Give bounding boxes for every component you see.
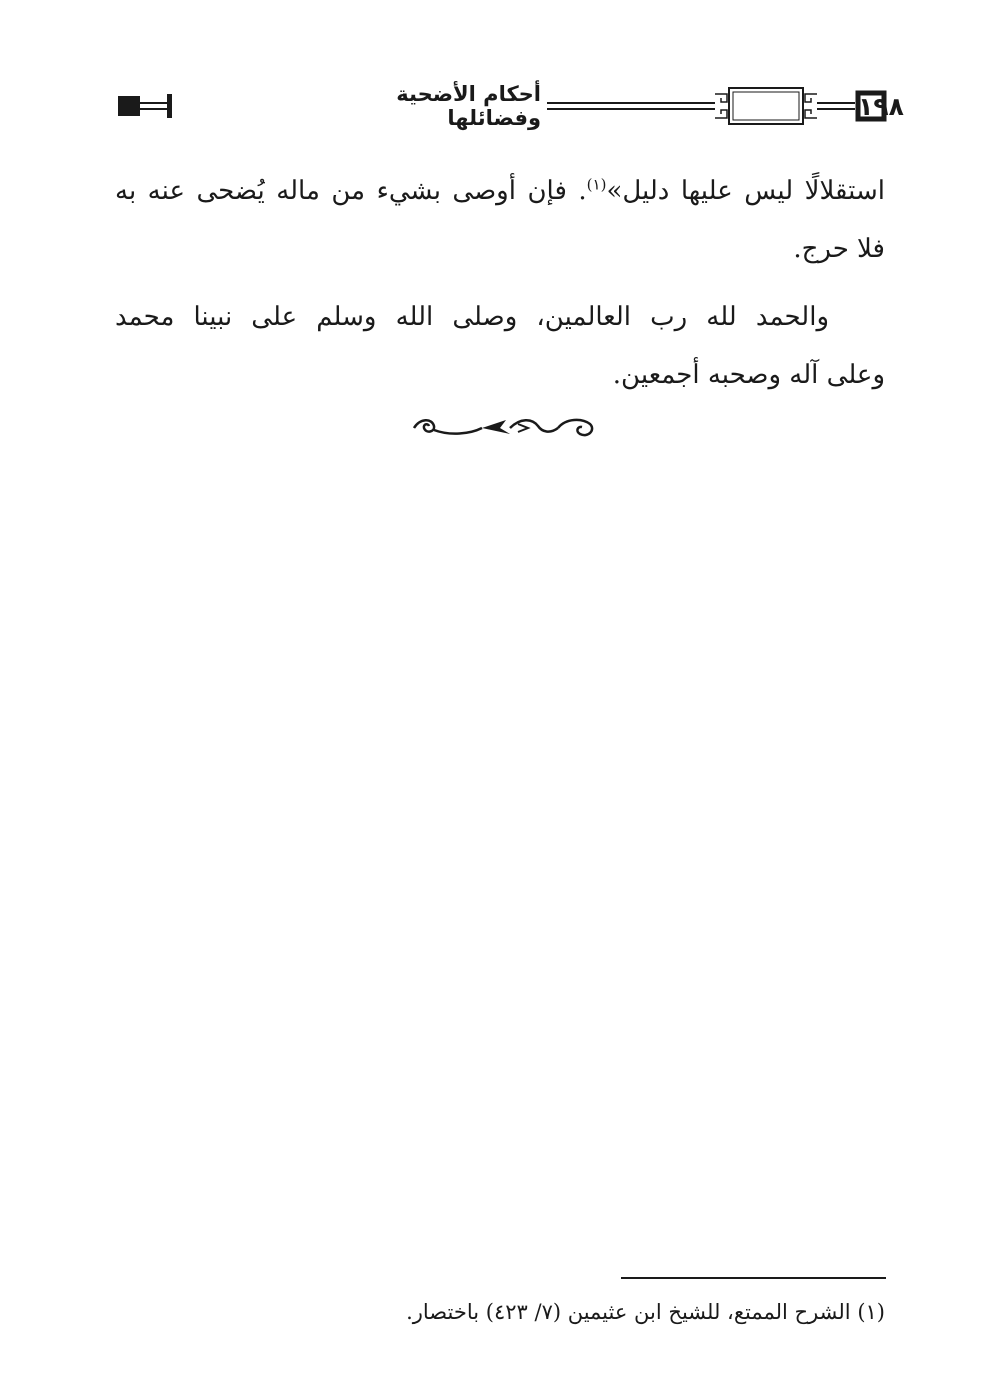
floral-divider-icon <box>410 412 596 448</box>
paragraph-2-line-1: والحمد لله رب العالمين، وصلى الله وسلم على نبينا محمد <box>115 302 829 332</box>
paragraph-1-line-2: فلا حرج. <box>793 234 885 264</box>
page-header <box>115 82 904 132</box>
paragraph-2 <box>115 288 885 346</box>
page-number: ١٩٨ <box>858 91 904 121</box>
paragraph-2-cont <box>115 346 885 404</box>
footnote-ref: (١) <box>586 175 607 194</box>
paragraph-1-line-1 <box>115 162 885 220</box>
book-title: أحكام الأضحية وفضائلها <box>300 82 547 130</box>
footnote-separator <box>621 1277 886 1279</box>
footnote-1: (١) الشرح الممتع، للشيخ ابن عثيمين (٧/ ٤٢٣) باختصار. <box>406 1300 885 1324</box>
paragraph-2-line-2: وعلى آله وصحبه أجمعين. <box>612 360 885 390</box>
paragraph-1 <box>115 162 885 278</box>
main-text <box>115 162 885 414</box>
line-1-start: استقلالًا ليس عليها دليل» <box>606 176 885 206</box>
line-1-end: . فإن أوصى بشيء من ماله يُضحى عنه به <box>115 176 587 206</box>
